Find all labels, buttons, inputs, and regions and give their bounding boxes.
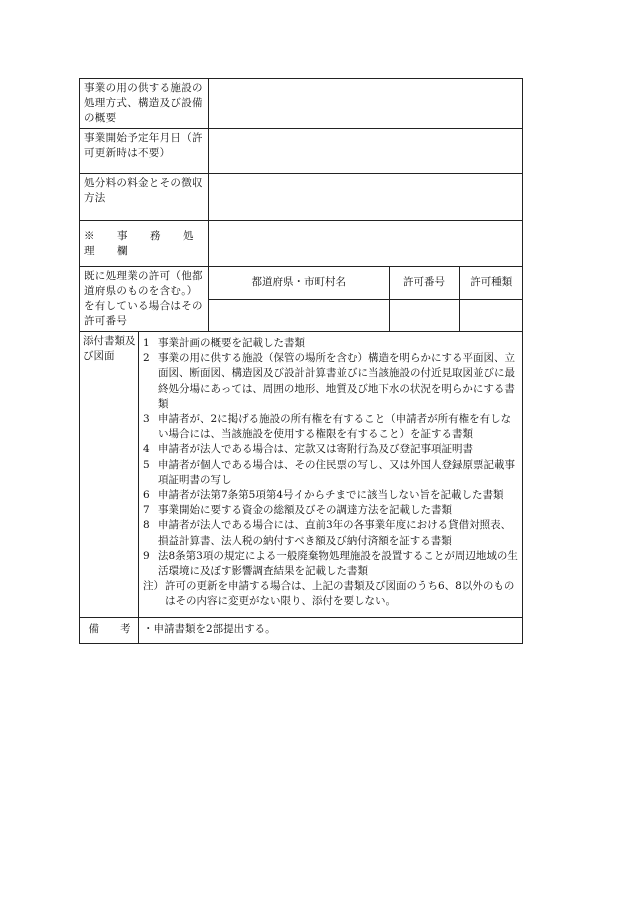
existing-permit-label: 既に処理業の許可（他都道府県のものを含む。）を有している場合はその許可番号 <box>80 267 209 332</box>
attachment-item: 7 事業開始に要する資金の総額及びその調達方法を記載した書類 <box>143 504 452 517</box>
attachments-row <box>80 332 523 618</box>
facility-label: 事業の用の供する施設の処理方式、構造及び設備の概要 <box>80 79 209 129</box>
attachment-item: 5 申請者が個人である場合は、その住民票の写し、又は外国人登録原票記載事項証明書の写し <box>143 458 515 486</box>
remarks-text: ・申請書類を2部提出する。 <box>139 618 523 644</box>
permit-type-header: 許可種類 <box>459 267 523 299</box>
attachment-item: 3 申請者が、2に掲げる施設の所有権を有すること（申請者が所有権を有しない場合には、当該施設を使用する権限を有すること）を証する書類 <box>143 413 512 441</box>
attachment-item: 2 事業の用に供する施設（保管の場所を含む）構造を明らかにする平面図、立面図、断面図、構造図及び設計計算書並びに当該施設の付近見取図並びに最終処分場にあっては、周囲の地形、地質及び地下水の状況を明らかにする書類 <box>143 352 515 410</box>
office-use-label: ※ 事 務 処 理 欄 <box>80 221 209 267</box>
attachment-item: 4 申請者が法人である場合は、定款又は寄附行為及び登記事項証明書 <box>143 443 473 456</box>
prefecture-header: 都道府県・市町村名 <box>209 267 389 299</box>
attachment-item: 1 事業計画の概要を記載した書類 <box>143 337 305 349</box>
start-date-label: 事業開始予定年月日（許可更新時は不要） <box>80 129 209 174</box>
attachments-list <box>139 332 523 618</box>
start-date-value-field[interactable] <box>209 129 523 174</box>
start-date-row <box>80 129 523 174</box>
attachment-item: 9 法8条第3項の規定による一般廃棄物処理施設を設置することが周辺地域の生活環境に及ぼす影響調査結果を記載した書類 <box>143 549 518 578</box>
permit-number-header: 許可番号 <box>389 267 459 299</box>
existing-permit-grid-cell <box>209 267 523 332</box>
facility-row <box>80 79 523 129</box>
office-use-row <box>80 221 523 267</box>
permit-number-input[interactable] <box>389 299 459 331</box>
attachments-label: 添付書類及び図面 <box>80 332 139 618</box>
office-use-field <box>209 221 523 267</box>
attachment-note: 注） 許可の更新を申請する場合は、上記の書類及び図面のうち6、8以外のものはその内容に変更がない限り、添付を要しない。 <box>143 580 515 608</box>
fee-row <box>80 174 523 221</box>
attachment-item: 8 申請者が法人である場合には、直前3年の各事業年度における貸借対照表、損益計算書、法人税の納付すべき額及び納付済額を証する書類 <box>143 519 512 547</box>
facility-value-field[interactable] <box>209 79 523 129</box>
prefecture-input[interactable] <box>209 299 389 331</box>
permit-type-input[interactable] <box>459 299 523 331</box>
fee-label: 処分料の料金とその徴収方法 <box>80 174 209 221</box>
existing-permit-row <box>80 267 523 332</box>
application-form-table <box>79 78 523 644</box>
fee-value-field[interactable] <box>209 174 523 221</box>
attachment-item: 6 申請者が法第7条第5項第4号イからチまでに該当しない旨を記載した書類 <box>143 489 504 502</box>
remarks-row <box>80 618 523 644</box>
existing-permit-grid <box>209 267 523 331</box>
remarks-label: 備 考 <box>80 618 139 644</box>
